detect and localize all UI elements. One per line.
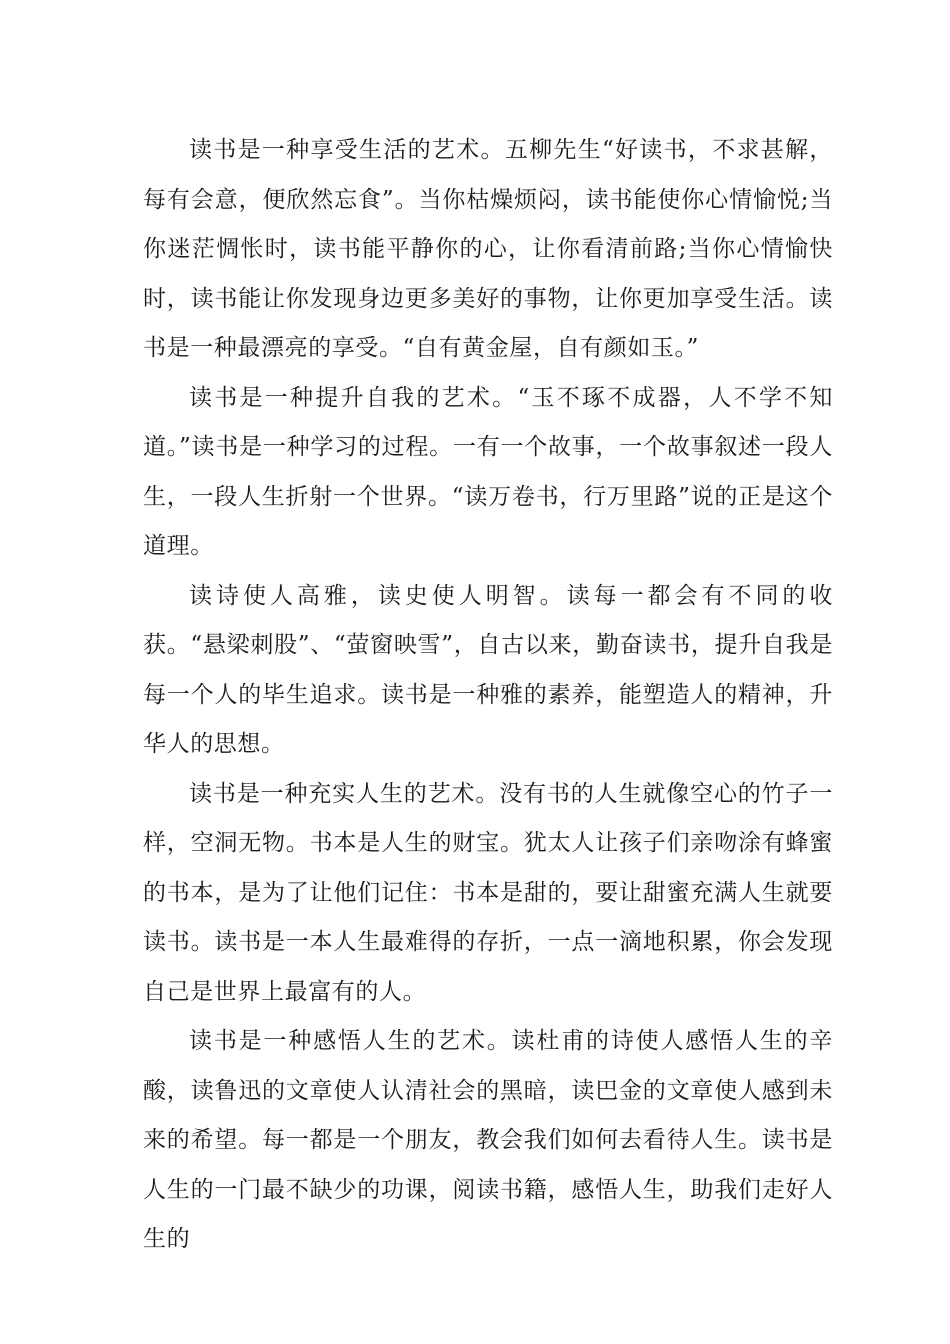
- paragraph: 读诗使人高雅，读史使人明智。读每一都会有不同的收获。“悬梁刺股”、“萤窗映雪”，自古以来，勤奋读书，提升自我是每一个人的毕生追求。读书是一种雅的素养，能塑造人的精神，升华人的思想。: [143, 582, 833, 757]
- paragraph: 读书是一种充实人生的艺术。没有书的人生就像空心的竹子一样，空洞无物。书本是人生的财宝。犹太人让孩子们亲吻涂有蜂蜜的书本，是为了让他们记住：书本是甜的，要让甜蜜充满人生就要读书。读书是一本人生最难得的存折，一点一滴地积累，你会发现自己是世界上最富有的人。: [143, 780, 833, 1005]
- document-body: [143, 126, 833, 1265]
- paragraph: 读书是一种享受生活的艺术。五柳先生“好读书，不求甚解，每有会意，便欣然忘食”。当你枯燥烦闷，读书能使你心情愉悦;当你迷茫惆怅时，读书能平静你的心，让你看清前路;当你心情愉快时，读书能让你发现身边更多美好的事物，让你更加享受生活。读书是一种最漂亮的享受。“自有黄金屋，自有颜如玉。”: [143, 137, 833, 361]
- paragraph: 读书是一种提升自我的艺术。“玉不琢不成器，人不学不知道。”读书是一种学习的过程。一有一个故事，一个故事叙述一段人生，一段人生折射一个世界。“读万卷书，行万里路”说的正是这个道理。: [143, 384, 833, 559]
- paragraph: 读书是一种感悟人生的艺术。读杜甫的诗使人感悟人生的辛酸，读鲁迅的文章使人认清社会的黑暗，读巴金的文章使人感到未来的希望。每一都是一个朋友，教会我们如何去看待人生。读书是人生的一门最不缺少的功课，阅读书籍，感悟人生，助我们走好人生的: [143, 1028, 833, 1252]
